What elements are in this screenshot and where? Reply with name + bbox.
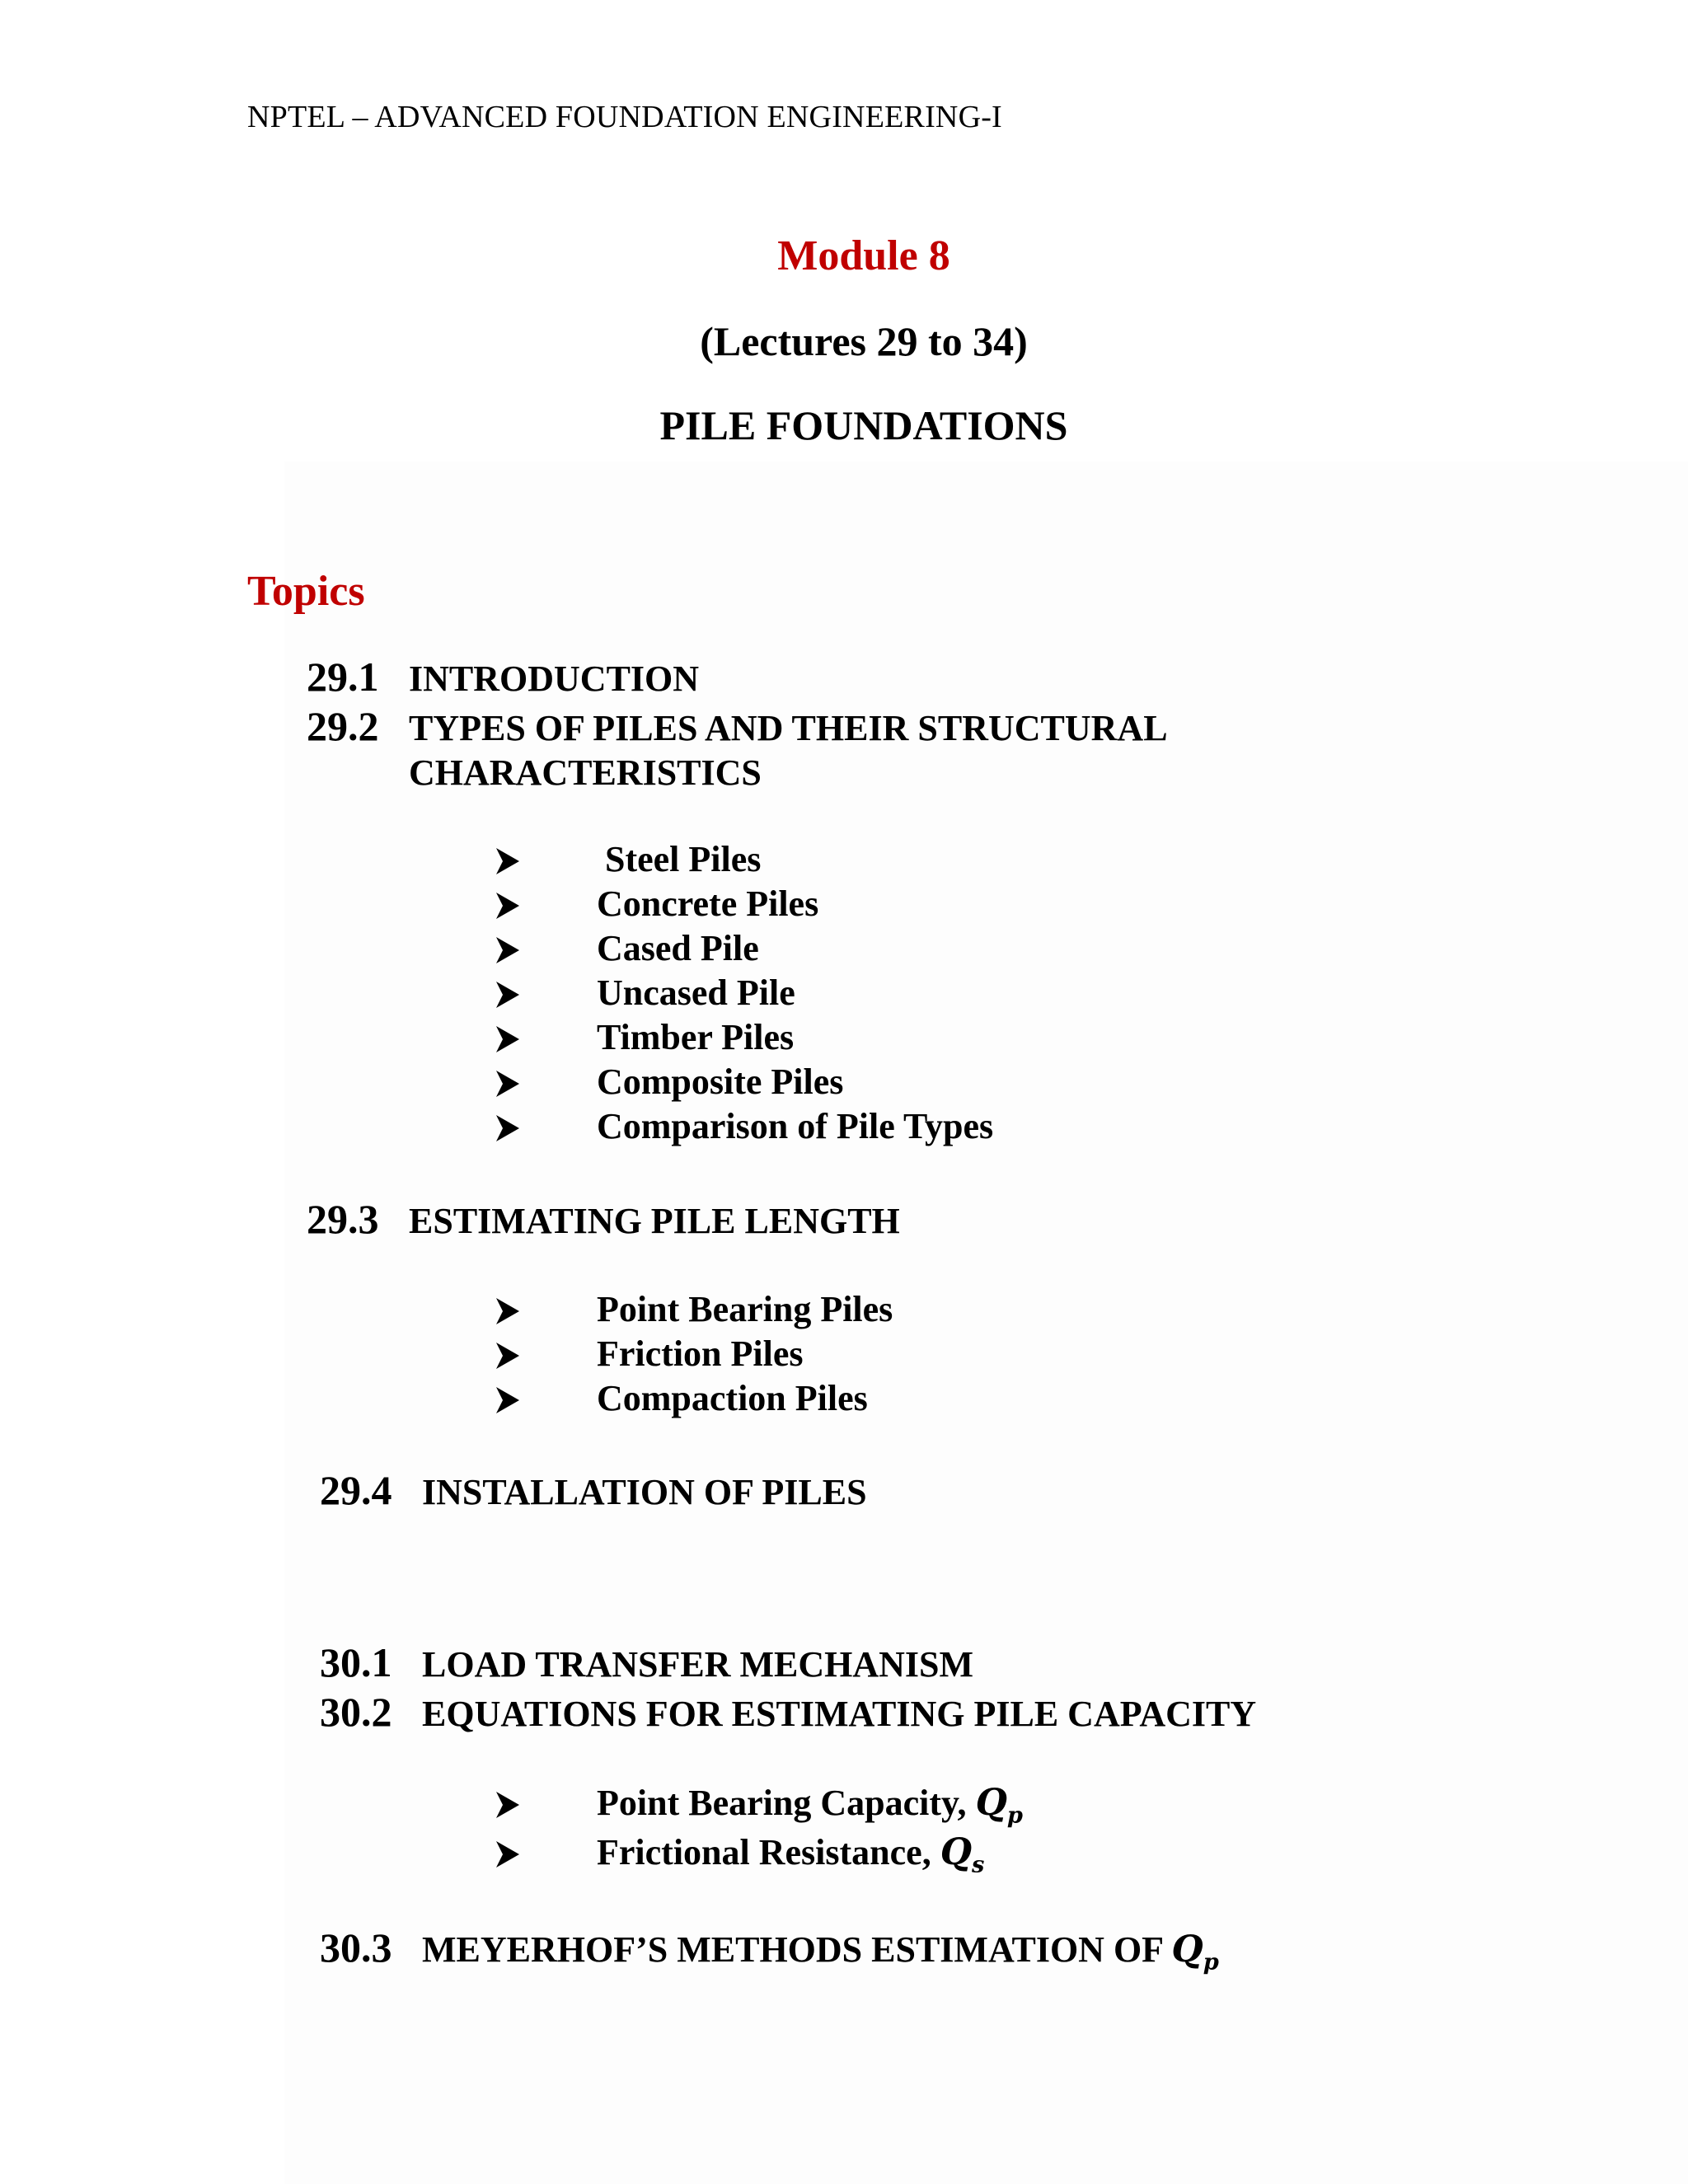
list-item-text: Uncased Pile	[597, 972, 795, 1013]
symbol-subscript: s	[972, 1851, 985, 1878]
section-title: EQUATIONS FOR ESTIMATING PILE CAPACITY	[422, 1694, 1257, 1734]
arrowhead-bullet-icon	[495, 980, 521, 1010]
list-item-text	[597, 1831, 985, 1878]
arrowhead-bullet-icon	[495, 891, 521, 921]
list-item-text: Timber Piles	[597, 1017, 795, 1057]
section-title-continued: CHARACTERISTICS	[409, 752, 762, 793]
section-title: INSTALLATION OF PILES	[422, 1472, 867, 1512]
section-number: 29.1	[307, 654, 379, 700]
arrowhead-bullet-icon	[495, 1024, 521, 1054]
math-symbol	[1171, 1929, 1219, 1975]
list-item-text: Compaction Piles	[597, 1378, 868, 1418]
arrowhead-bullet-icon	[495, 935, 521, 965]
page-title: PILE FOUNDATIONS	[659, 402, 1068, 448]
arrowhead-bullet-icon	[495, 1296, 521, 1326]
arrowhead-bullet-icon	[495, 1385, 521, 1415]
math-symbol	[940, 1831, 985, 1878]
math-symbol	[975, 1782, 1023, 1829]
arrowhead-bullet-icon	[495, 1790, 521, 1820]
section-number: 29.3	[307, 1196, 379, 1242]
section-title	[422, 1929, 1219, 1975]
arrowhead-bullet-icon	[495, 1840, 521, 1869]
list-item-label: Frictional Resistance,	[597, 1832, 940, 1872]
symbol-subscript: p	[1006, 1802, 1023, 1829]
arrowhead-bullet-icon	[495, 846, 521, 876]
section-number: 29.4	[320, 1467, 392, 1513]
list-item-text: Comparison of Pile Types	[597, 1106, 994, 1146]
section-title: INTRODUCTION	[409, 658, 700, 699]
module-title: Module 8	[777, 232, 950, 279]
list-item-text: Cased Pile	[597, 928, 759, 968]
section-title: LOAD TRANSFER MECHANISM	[422, 1644, 974, 1685]
section-number: 30.3	[320, 1924, 392, 1971]
lectures-subtitle: (Lectures 29 to 34)	[700, 318, 1028, 364]
arrowhead-bullet-icon	[495, 1341, 521, 1371]
arrowhead-bullet-icon	[495, 1113, 521, 1143]
arrowhead-bullet-icon	[495, 1069, 521, 1099]
list-item-text	[597, 1782, 1023, 1829]
section-number: 30.1	[320, 1639, 392, 1685]
section-number: 30.2	[320, 1689, 392, 1735]
list-item-label: Point Bearing Capacity,	[597, 1783, 976, 1823]
list-item-text: Point Bearing Piles	[597, 1289, 893, 1329]
symbol-subscript: p	[1203, 1948, 1219, 1975]
symbol-letter: Q	[1171, 1929, 1203, 1971]
course-header: NPTEL – ADVANCED FOUNDATION ENGINEERING-I	[247, 100, 1002, 134]
list-item-text: Concrete Piles	[597, 883, 819, 924]
section-number: 29.2	[307, 703, 379, 749]
list-item-text: Friction Piles	[597, 1333, 804, 1374]
symbol-letter: Q	[940, 1831, 973, 1873]
section-title: ESTIMATING PILE LENGTH	[409, 1201, 900, 1241]
section-title: TYPES OF PILES AND THEIR STRUCTURAL	[409, 708, 1168, 748]
list-item-text: Composite Piles	[597, 1062, 844, 1102]
symbol-letter: Q	[975, 1782, 1007, 1824]
list-item-text: Steel Piles	[605, 839, 762, 879]
topics-heading: Topics	[247, 568, 365, 615]
section-title-text: MEYERHOF’S METHODS ESTIMATION OF	[422, 1929, 1172, 1970]
